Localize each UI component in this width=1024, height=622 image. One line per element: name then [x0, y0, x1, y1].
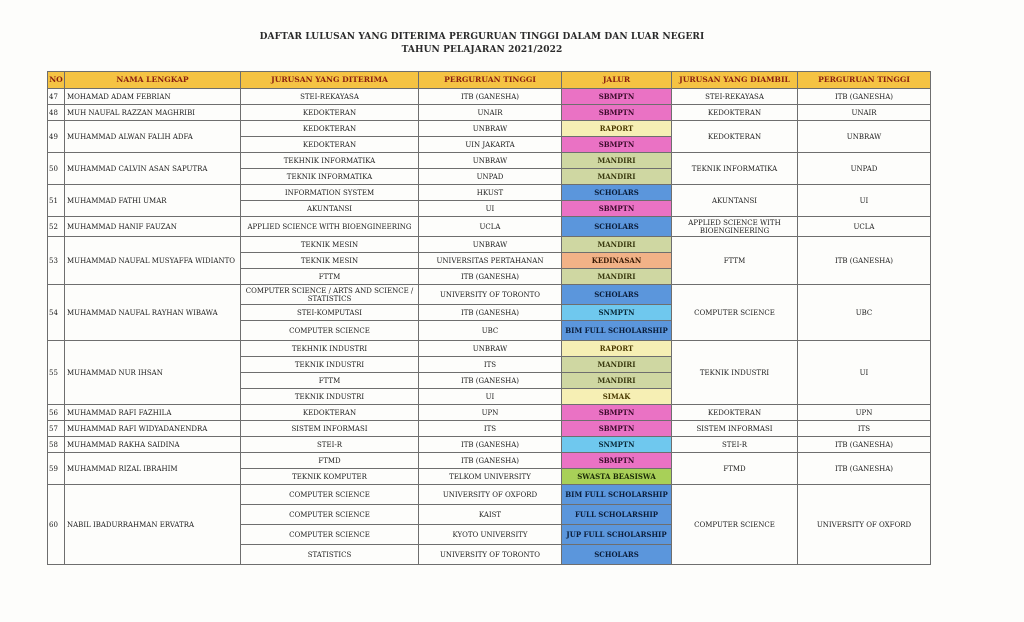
- student-name: MUHAMMAD HANIF FAUZAN: [65, 217, 241, 237]
- table-row: [48, 453, 931, 469]
- row-number: 51: [48, 185, 65, 217]
- row-number: 47: [48, 89, 65, 105]
- header-row: [48, 72, 931, 89]
- jalur-badge: JUP FULL SCHOLARSHIP: [562, 525, 672, 545]
- row-number: 53: [48, 237, 65, 285]
- accepted-university: KYOTO UNIVERSITY: [419, 525, 562, 545]
- accepted-university: UI: [419, 201, 562, 217]
- accepted-major: TEKNIK MESIN: [241, 237, 419, 253]
- table-row: [48, 237, 931, 253]
- student-name: MUHAMMAD NAUFAL MUSYAFFA WIDIANTO: [65, 237, 241, 285]
- accepted-university: HKUST: [419, 185, 562, 201]
- jalur-badge: SBMPTN: [562, 453, 672, 469]
- jalur-badge: SBMPTN: [562, 421, 672, 437]
- accepted-university: ITB (GANESHA): [419, 437, 562, 453]
- jalur-badge: SNMPTN: [562, 305, 672, 321]
- accepted-university: UPN: [419, 405, 562, 421]
- row-number: 59: [48, 453, 65, 485]
- jalur-badge: KEDINASAN: [562, 253, 672, 269]
- taken-major: KEDOKTERAN: [672, 121, 798, 153]
- row-number: 48: [48, 105, 65, 121]
- jalur-badge: RAPORT: [562, 341, 672, 357]
- accepted-university: UBC: [419, 321, 562, 341]
- accepted-major: FTMD: [241, 453, 419, 469]
- accepted-university: ITB (GANESHA): [419, 269, 562, 285]
- accepted-major: KEDOKTERAN: [241, 137, 419, 153]
- taken-university: ITB (GANESHA): [798, 437, 931, 453]
- row-number: 52: [48, 217, 65, 237]
- row-number: 57: [48, 421, 65, 437]
- accepted-university: UCLA: [419, 217, 562, 237]
- header-taken-major: JURUSAN YANG DIAMBIL: [672, 72, 798, 89]
- student-name: MUHAMMAD RAFI WIDYADANENDRA: [65, 421, 241, 437]
- student-name: MUHAMMAD CALVIN ASAN SAPUTRA: [65, 153, 241, 185]
- table-row: [48, 105, 931, 121]
- accepted-major: STEI-KOMPUTASI: [241, 305, 419, 321]
- accepted-university: ITS: [419, 421, 562, 437]
- accepted-university: ITB (GANESHA): [419, 373, 562, 389]
- accepted-university: UNBRAW: [419, 121, 562, 137]
- document-subtitle: TAHUN PELAJARAN 2021/2022: [401, 45, 563, 55]
- row-number: 49: [48, 121, 65, 153]
- taken-major: COMPUTER SCIENCE: [672, 485, 798, 565]
- table-row: [48, 153, 931, 169]
- taken-major: SISTEM INFORMASI: [672, 421, 798, 437]
- student-name: MUHAMMAD RAKHA SAIDINA: [65, 437, 241, 453]
- accepted-major: TEKNIK KOMPUTER: [241, 469, 419, 485]
- jalur-badge: SBMPTN: [562, 89, 672, 105]
- taken-university: ITS: [798, 421, 931, 437]
- taken-major: APPLIED SCIENCE WITH BIOENGINEERING: [672, 217, 798, 237]
- table-row: [48, 89, 931, 105]
- accepted-major: COMPUTER SCIENCE: [241, 505, 419, 525]
- accepted-major: KEDOKTERAN: [241, 121, 419, 137]
- taken-major: STEI-REKAYASA: [672, 89, 798, 105]
- taken-major: STEI-R: [672, 437, 798, 453]
- header-taken-university: PERGURUAN TINGGI: [798, 72, 931, 89]
- accepted-major: TEKHNIK INFORMATIKA: [241, 153, 419, 169]
- accepted-major: AKUNTANSI: [241, 201, 419, 217]
- accepted-major: FTTM: [241, 269, 419, 285]
- accepted-university: UIN JAKARTA: [419, 137, 562, 153]
- jalur-badge: SCHOLARS: [562, 217, 672, 237]
- accepted-university: UNIVERSITY OF TORONTO: [419, 545, 562, 565]
- taken-major: COMPUTER SCIENCE: [672, 285, 798, 341]
- accepted-university: UNAIR: [419, 105, 562, 121]
- taken-university: ITB (GANESHA): [798, 237, 931, 285]
- taken-university: UCLA: [798, 217, 931, 237]
- student-name: MUH NAUFAL RAZZAN MAGHRIBI: [65, 105, 241, 121]
- row-number: 56: [48, 405, 65, 421]
- header-accepted-major: JURUSAN YANG DITERIMA: [241, 72, 419, 89]
- accepted-university: UNBRAW: [419, 153, 562, 169]
- taken-university: UPN: [798, 405, 931, 421]
- row-number: 54: [48, 285, 65, 341]
- graduates-table: [47, 71, 931, 565]
- header-no: NO: [48, 72, 65, 89]
- jalur-badge: BIM FULL SCHOLARSHIP: [562, 321, 672, 341]
- accepted-university: TELKOM UNIVERSITY: [419, 469, 562, 485]
- taken-major: FTMD: [672, 453, 798, 485]
- student-name: MUHAMMAD RAFI FAZHILA: [65, 405, 241, 421]
- accepted-major: COMPUTER SCIENCE: [241, 525, 419, 545]
- jalur-badge: SBMPTN: [562, 201, 672, 217]
- accepted-major: KEDOKTERAN: [241, 105, 419, 121]
- row-number: 60: [48, 485, 65, 565]
- accepted-major: TEKHNIK INDUSTRI: [241, 341, 419, 357]
- taken-major: TEKNIK INDUSTRI: [672, 341, 798, 405]
- header-university: PERGURUAN TINGGI: [419, 72, 562, 89]
- jalur-badge: SCHOLARS: [562, 285, 672, 305]
- jalur-badge: SIMAK: [562, 389, 672, 405]
- accepted-major: INFORMATION SYSTEM: [241, 185, 419, 201]
- accepted-major: COMPUTER SCIENCE: [241, 485, 419, 505]
- student-name: MUHAMMAD NUR IHSAN: [65, 341, 241, 405]
- jalur-badge: MANDIRI: [562, 153, 672, 169]
- table-row: [48, 421, 931, 437]
- accepted-major: COMPUTER SCIENCE / ARTS AND SCIENCE / STATISTICS: [241, 285, 419, 305]
- table-row: [48, 185, 931, 201]
- jalur-badge: SBMPTN: [562, 405, 672, 421]
- accepted-major: SISTEM INFORMASI: [241, 421, 419, 437]
- table-row: [48, 121, 931, 137]
- jalur-badge: BIM FULL SCHOLARSHIP: [562, 485, 672, 505]
- table-body: [48, 89, 931, 565]
- student-name: MUHAMMAD FATHI UMAR: [65, 185, 241, 217]
- taken-university: UBC: [798, 285, 931, 341]
- taken-university: UNAIR: [798, 105, 931, 121]
- accepted-university: ITB (GANESHA): [419, 89, 562, 105]
- jalur-badge: MANDIRI: [562, 169, 672, 185]
- accepted-major: TEKNIK INDUSTRI: [241, 357, 419, 373]
- taken-university: UI: [798, 185, 931, 217]
- jalur-badge: MANDIRI: [562, 269, 672, 285]
- table-row: [48, 405, 931, 421]
- accepted-university: UI: [419, 389, 562, 405]
- jalur-badge: RAPORT: [562, 121, 672, 137]
- accepted-university: UNIVERSITY OF TORONTO: [419, 285, 562, 305]
- student-name: NABIL IBADURRAHMAN ERVATRA: [65, 485, 241, 565]
- accepted-major: TEKNIK MESIN: [241, 253, 419, 269]
- table-row: [48, 485, 931, 505]
- jalur-badge: MANDIRI: [562, 237, 672, 253]
- accepted-university: ITB (GANESHA): [419, 453, 562, 469]
- taken-university: UNIVERSITY OF OXFORD: [798, 485, 931, 565]
- table-row: [48, 341, 931, 357]
- taken-university: ITB (GANESHA): [798, 89, 931, 105]
- taken-major: FTTM: [672, 237, 798, 285]
- jalur-badge: SWASTA BEASISWA: [562, 469, 672, 485]
- jalur-badge: MANDIRI: [562, 373, 672, 389]
- taken-major: AKUNTANSI: [672, 185, 798, 217]
- taken-university: ITB (GANESHA): [798, 453, 931, 485]
- accepted-major: STATISTICS: [241, 545, 419, 565]
- accepted-major: STEI-REKAYASA: [241, 89, 419, 105]
- row-number: 58: [48, 437, 65, 453]
- taken-major: KEDOKTERAN: [672, 405, 798, 421]
- header-name: NAMA LENGKAP: [65, 72, 241, 89]
- jalur-badge: MANDIRI: [562, 357, 672, 373]
- accepted-university: ITB (GANESHA): [419, 305, 562, 321]
- accepted-university: UNBRAW: [419, 341, 562, 357]
- jalur-badge: SBMPTN: [562, 105, 672, 121]
- row-number: 55: [48, 341, 65, 405]
- jalur-badge: SBMPTN: [562, 137, 672, 153]
- table-row: [48, 285, 931, 305]
- accepted-university: UNIVERSITAS PERTAHANAN: [419, 253, 562, 269]
- accepted-university: ITS: [419, 357, 562, 373]
- jalur-badge: SCHOLARS: [562, 545, 672, 565]
- accepted-university: UNBRAW: [419, 237, 562, 253]
- document-title: DAFTAR LULUSAN YANG DITERIMA PERGURUAN TINGGI DALAM DAN LUAR NEGERI: [259, 32, 705, 42]
- accepted-major: TEKNIK INFORMATIKA: [241, 169, 419, 185]
- accepted-major: TEKNIK INDUSTRI: [241, 389, 419, 405]
- accepted-major: FTTM: [241, 373, 419, 389]
- jalur-badge: FULL SCHOLARSHIP: [562, 505, 672, 525]
- table-row: [48, 437, 931, 453]
- accepted-major: APPLIED SCIENCE WITH BIOENGINEERING: [241, 217, 419, 237]
- taken-university: UI: [798, 341, 931, 405]
- student-name: MOHAMAD ADAM FEBRIAN: [65, 89, 241, 105]
- taken-university: UNPAD: [798, 153, 931, 185]
- accepted-major: STEI-R: [241, 437, 419, 453]
- student-name: MUHAMMAD ALWAN FALIH ADFA: [65, 121, 241, 153]
- table-row: [48, 217, 931, 237]
- accepted-university: UNPAD: [419, 169, 562, 185]
- jalur-badge: SNMPTN: [562, 437, 672, 453]
- taken-university: UNBRAW: [798, 121, 931, 153]
- student-name: MUHAMMAD NAUFAL RAYHAN WIBAWA: [65, 285, 241, 341]
- header-jalur: JALUR: [562, 72, 672, 89]
- student-name: MUHAMMAD RIZAL IBRAHIM: [65, 453, 241, 485]
- taken-major: KEDOKTERAN: [672, 105, 798, 121]
- taken-major: TEKNIK INFORMATIKA: [672, 153, 798, 185]
- accepted-university: KAIST: [419, 505, 562, 525]
- row-number: 50: [48, 153, 65, 185]
- accepted-major: COMPUTER SCIENCE: [241, 321, 419, 341]
- accepted-university: UNIVERSITY OF OXFORD: [419, 485, 562, 505]
- accepted-major: KEDOKTERAN: [241, 405, 419, 421]
- jalur-badge: SCHOLARS: [562, 185, 672, 201]
